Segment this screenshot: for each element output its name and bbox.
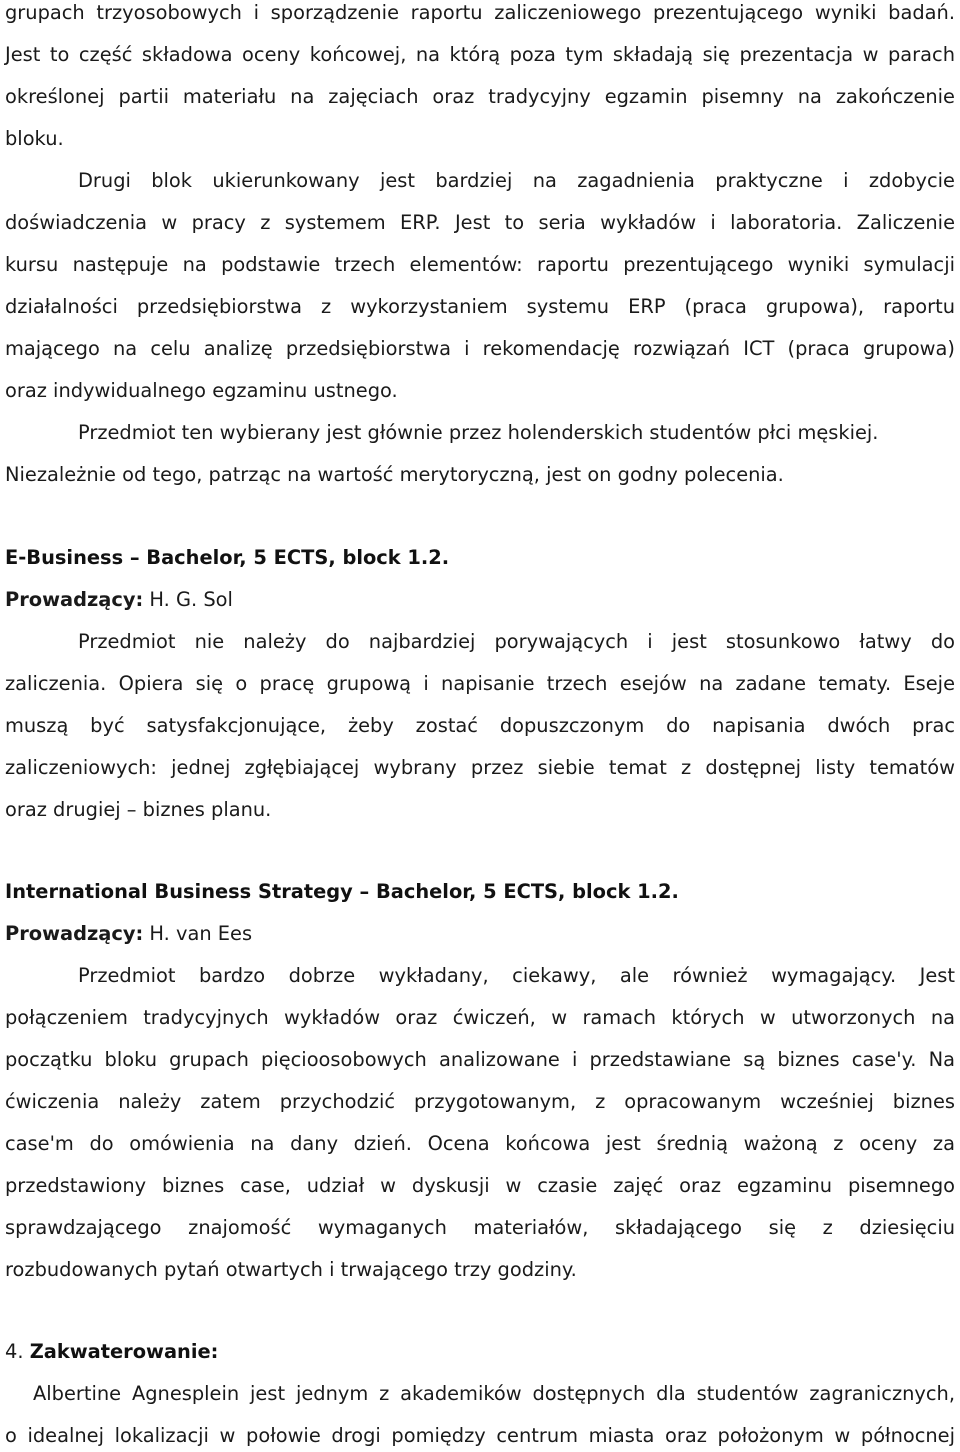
ibs-line-3: początku bloku grupach pięcioosobowych analizowane i przedstawiane są biznes case'y. Na — [5, 1048, 955, 1071]
para2-line-5: mającego na celu analizę przedsiębiorstwa i rekomendację rozwiązań ICT (praca grupowa) — [5, 337, 955, 360]
para2-line-2: doświadczenia w pracy z systemem ERP. Jest to seria wykładów i laboratoria. Zaliczenie — [5, 211, 955, 234]
ebusiness-line-5: oraz drugiej – biznes planu. — [5, 798, 272, 821]
ibs-lecturer-name: H. van Ees — [149, 922, 253, 945]
section4-heading — [5, 1331, 955, 1373]
ebusiness-line-1: Przedmiot nie należy do najbardziej porywających i jest stosunkowo łatwy do — [78, 630, 955, 653]
ibs-line-1: Przedmiot bardzo dobrze wykładany, ciekawy, ale również wymagający. Jest — [78, 964, 955, 987]
ibs-line-6: przedstawiony biznes case, udział w dyskusji w czasie zajęć oraz egzaminu pisemnego — [5, 1174, 955, 1197]
ibs-line-4: ćwiczenia należy zatem przychodzić przygotowanym, z opracowanym wcześniej biznes — [5, 1090, 955, 1113]
ibs-line-7: sprawdzającego znajomość wymaganych materiałów, składającego się z dziesięciu — [5, 1216, 955, 1239]
para2-line-3: kursu następuje na podstawie trzech elementów: raportu prezentującego wyniki symulacji — [5, 253, 955, 276]
ebusiness-lecturer-name: H. G. Sol — [149, 588, 233, 611]
ebusiness-line-2: zaliczenia. Opiera się o pracę grupową i napisanie trzech esejów na zadane tematy. Eseje — [5, 672, 955, 695]
ibs-line-8: rozbudowanych pytań otwartych i trwającego trzy godziny. — [5, 1258, 577, 1281]
ibs-heading: International Business Strategy – Bachelor, 5 ECTS, block 1.2. — [5, 880, 679, 903]
ebusiness-lecturer-label: Prowadzący: — [5, 588, 144, 611]
section4-title: Zakwaterowanie: — [29, 1340, 219, 1363]
ibs-line-2: połączeniem tradycyjnych wykładów oraz ćwiczeń, w ramach których w utworzonych na — [5, 1006, 955, 1029]
ebusiness-lecturer — [5, 579, 955, 621]
para1-line-2: Jest to część składowa oceny końcowej, na którą poza tym składają się prezentacja w parach — [5, 43, 955, 66]
ebusiness-heading: E-Business – Bachelor, 5 ECTS, block 1.2. — [5, 546, 450, 569]
section4-line-2: o idealnej lokalizacji w połowie drogi pomiędzy centrum miasta oraz położonym w północnej — [5, 1424, 955, 1447]
ebusiness-line-4: zaliczeniowych: jednej zgłębiającej wybrany przez siebie temat z dostępnej listy tematów — [5, 756, 955, 779]
para2-line-4: działalności przedsiębiorstwa z wykorzystaniem systemu ERP (praca grupowa), raportu — [5, 295, 955, 318]
ibs-lecturer — [5, 913, 955, 955]
para1-line-4: bloku. — [5, 127, 64, 150]
ebusiness-line-3: muszą być satysfakcjonujące, żeby zostać dopuszczonym do napisania dwóch prac — [5, 714, 955, 737]
para2-line-6: oraz indywidualnego egzaminu ustnego. — [5, 379, 398, 402]
section4-number: 4. — [5, 1340, 24, 1363]
para1-line-1: grupach trzyosobowych i sporządzenie raportu zaliczeniowego prezentującego wyniki badań. — [5, 1, 955, 24]
ibs-line-5: case'm do omówienia na dany dzień. Ocena końcowa jest średnią ważoną z oceny za — [5, 1132, 955, 1155]
section4-line-1: Albertine Agnesplein jest jednym z akademików dostępnych dla studentów zagranicznych, — [33, 1382, 955, 1405]
ibs-lecturer-label: Prowadzący: — [5, 922, 144, 945]
para1-line-3: określonej partii materiału na zajęciach oraz tradycyjny egzamin pisemny na zakończenie — [5, 85, 955, 108]
para3-line-1: Przedmiot ten wybierany jest głównie przez holenderskich studentów płci męskiej. — [78, 421, 879, 444]
para3-line-2: Niezależnie od tego, patrząc na wartość merytoryczną, jest on godny polecenia. — [5, 463, 784, 486]
para2-line-1: Drugi blok ukierunkowany jest bardziej na zagadnienia praktyczne i zdobycie — [78, 169, 955, 192]
